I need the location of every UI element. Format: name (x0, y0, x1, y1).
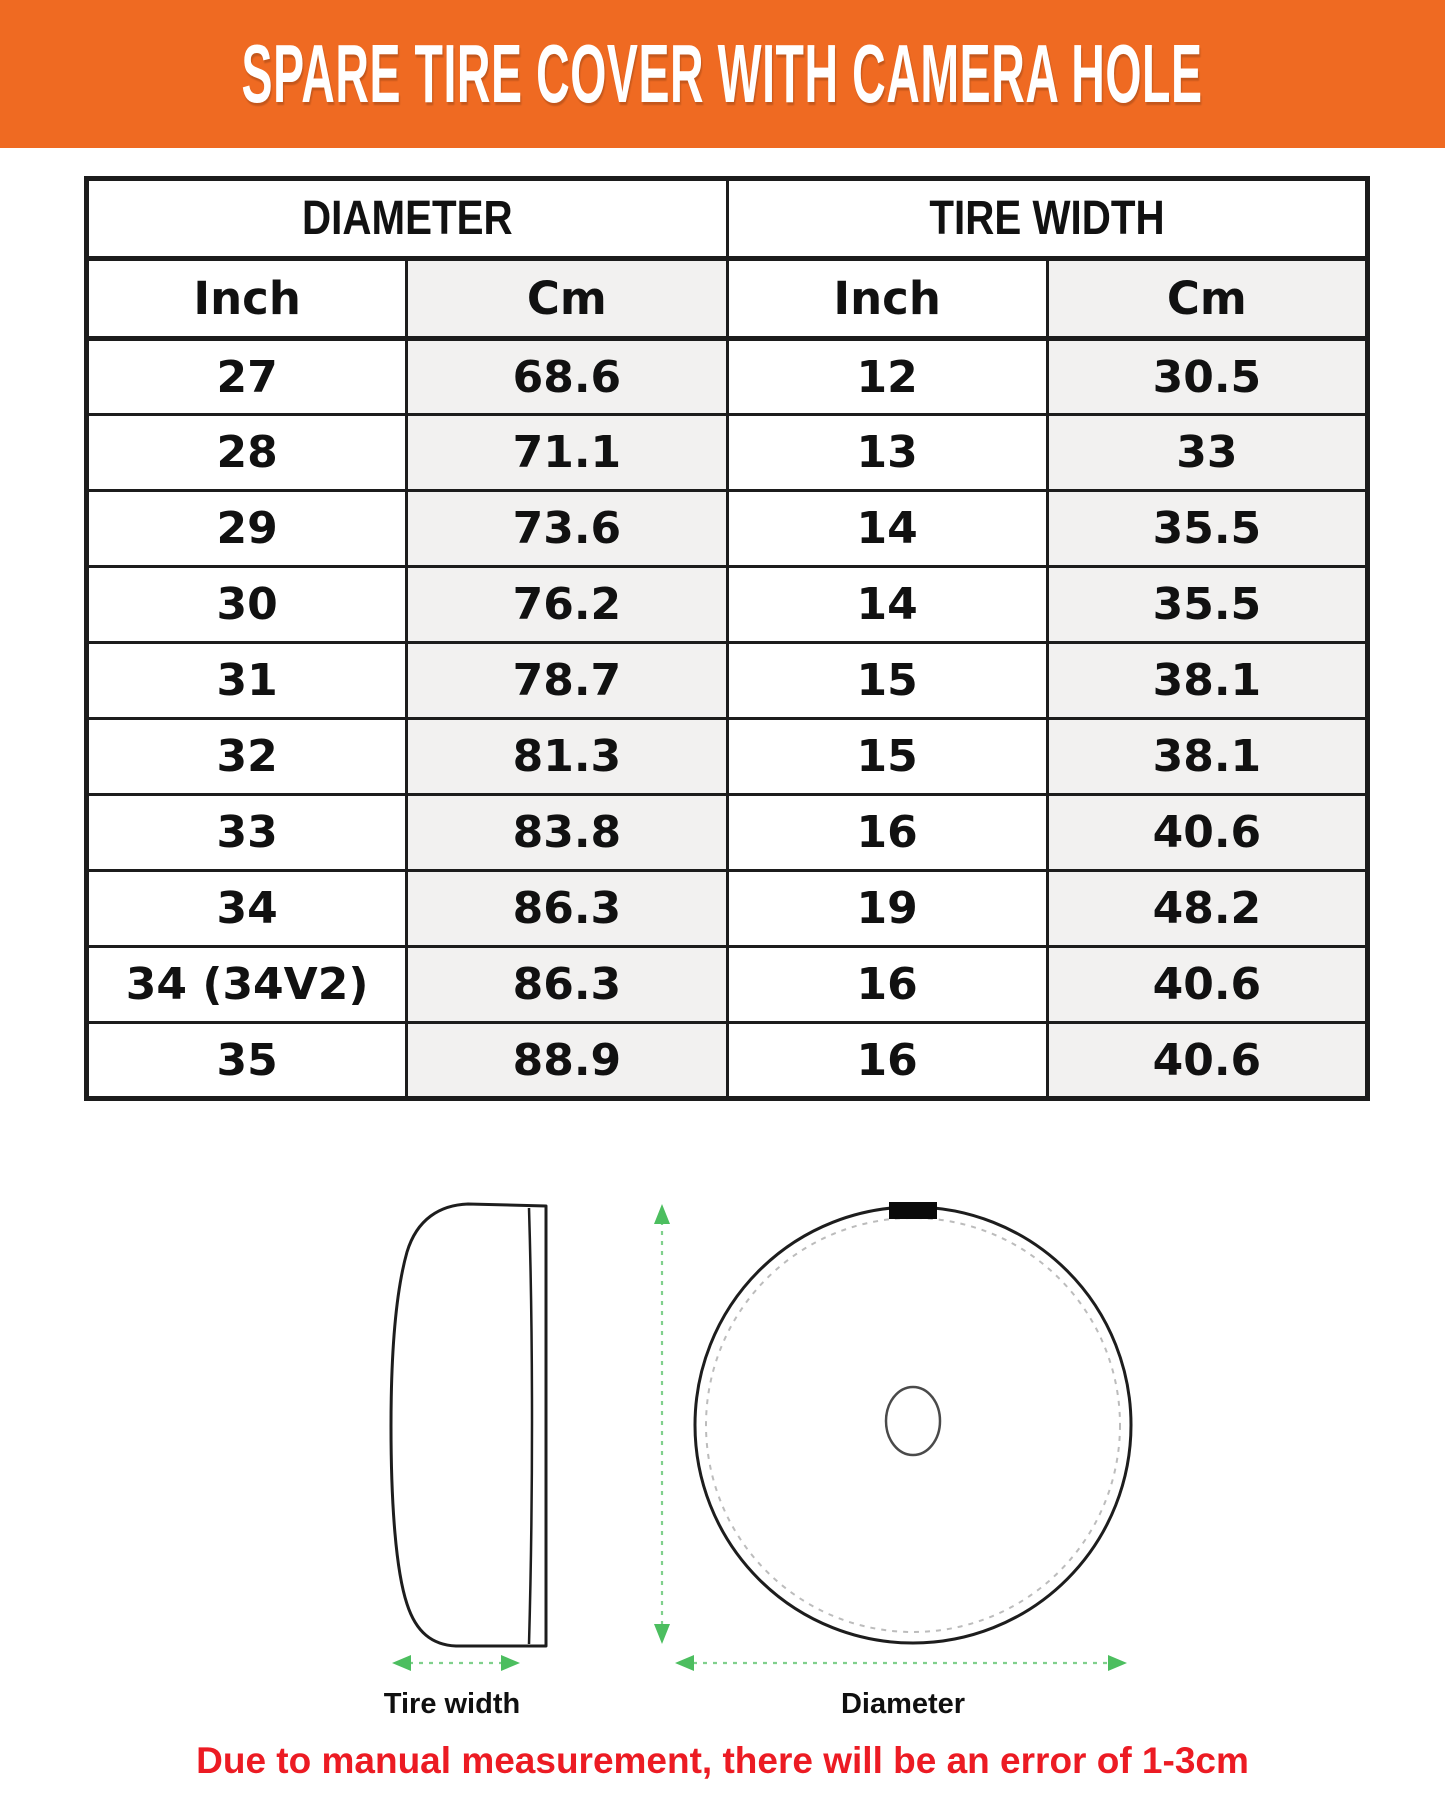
table-row (87, 719, 1368, 795)
table-cell: 78.7 (407, 643, 727, 719)
table-cell: 34 (34V2) (87, 947, 407, 1023)
diameter-cm-header: Cm (407, 259, 727, 339)
table-row (87, 491, 1368, 567)
table-cell: 40.6 (1047, 947, 1367, 1023)
table-row (87, 415, 1368, 491)
table-row (87, 1023, 1368, 1099)
table-cell: 29 (87, 491, 407, 567)
table-cell: 81.3 (407, 719, 727, 795)
diameter-group-header: DIAMETER (301, 192, 513, 245)
table-cell: 35.5 (1047, 491, 1367, 567)
diameter-arrow (675, 1655, 1127, 1671)
table-cell: 73.6 (407, 491, 727, 567)
title-banner (0, 0, 1445, 148)
table-cell: 32 (87, 719, 407, 795)
page-title: SPARE TIRE COVER WITH CAMERA HOLE (241, 27, 1204, 120)
table-row (87, 643, 1368, 719)
size-table-body (87, 339, 1368, 1099)
table-cell: 86.3 (407, 871, 727, 947)
size-table (84, 176, 1370, 1101)
tire-width-label: Tire width (383, 1688, 521, 1720)
table-cell: 30.5 (1047, 339, 1367, 415)
table-cell: 86.3 (407, 947, 727, 1023)
arrow-right-icon (1108, 1655, 1127, 1671)
table-cell: 31 (87, 643, 407, 719)
arrow-up-icon (654, 1204, 670, 1224)
table-cell: 71.1 (407, 415, 727, 491)
table-cell: 33 (87, 795, 407, 871)
table-cell: 14 (727, 567, 1047, 643)
table-row (87, 871, 1368, 947)
table-cell: 48.2 (1047, 871, 1367, 947)
table-cell: 16 (727, 947, 1047, 1023)
table-cell: 15 (727, 719, 1047, 795)
table-cell: 12 (727, 339, 1047, 415)
tire-width-inch-header: Inch (727, 259, 1047, 339)
tire-width-group-header-cell (727, 179, 1368, 259)
table-cell: 34 (87, 871, 407, 947)
size-chart (84, 176, 1370, 1101)
table-cell: 35 (87, 1023, 407, 1099)
unit-header-row (87, 259, 1368, 339)
table-cell: 28 (87, 415, 407, 491)
arrow-left-icon (392, 1655, 411, 1671)
table-cell: 40.6 (1047, 795, 1367, 871)
arrow-right-icon (501, 1655, 520, 1671)
tire-front-view (695, 1202, 1131, 1643)
table-cell: 76.2 (407, 567, 727, 643)
tire-width-group-header: TIRE WIDTH (929, 192, 1165, 245)
table-cell: 30 (87, 567, 407, 643)
table-cell: 83.8 (407, 795, 727, 871)
table-row (87, 795, 1368, 871)
top-notch (889, 1202, 937, 1219)
tire-side-view (391, 1204, 546, 1646)
table-cell: 38.1 (1047, 719, 1367, 795)
table-cell: 13 (727, 415, 1047, 491)
table-row (87, 567, 1368, 643)
arrow-left-icon (675, 1655, 694, 1671)
table-cell: 40.6 (1047, 1023, 1367, 1099)
table-cell: 16 (727, 795, 1047, 871)
table-cell: 19 (727, 871, 1047, 947)
tire-front-stitch-circle (706, 1218, 1120, 1632)
diameter-label: Diameter (840, 1688, 966, 1720)
diameter-vertical-arrow (654, 1204, 670, 1644)
group-header-row (87, 179, 1368, 259)
table-cell: 68.6 (407, 339, 727, 415)
table-cell: 35.5 (1047, 567, 1367, 643)
tire-front-outline (695, 1207, 1131, 1643)
diameter-group-header-cell (87, 179, 728, 259)
table-row (87, 947, 1368, 1023)
table-row (87, 339, 1368, 415)
arrow-down-icon (654, 1624, 670, 1644)
table-cell: 14 (727, 491, 1047, 567)
diameter-inch-header: Inch (87, 259, 407, 339)
camera-hole (886, 1387, 940, 1455)
table-cell: 38.1 (1047, 643, 1367, 719)
tire-width-arrow (392, 1655, 520, 1671)
table-cell: 16 (727, 1023, 1047, 1099)
table-cell: 88.9 (407, 1023, 727, 1099)
tire-side-tread-line (529, 1208, 532, 1644)
table-cell: 27 (87, 339, 407, 415)
table-cell: 33 (1047, 415, 1367, 491)
tire-side-silhouette (391, 1204, 546, 1646)
tire-width-cm-header: Cm (1047, 259, 1367, 339)
measurement-note: Due to manual measurement, there will be an error of 1-3cm (196, 1740, 1249, 1781)
table-cell: 15 (727, 643, 1047, 719)
